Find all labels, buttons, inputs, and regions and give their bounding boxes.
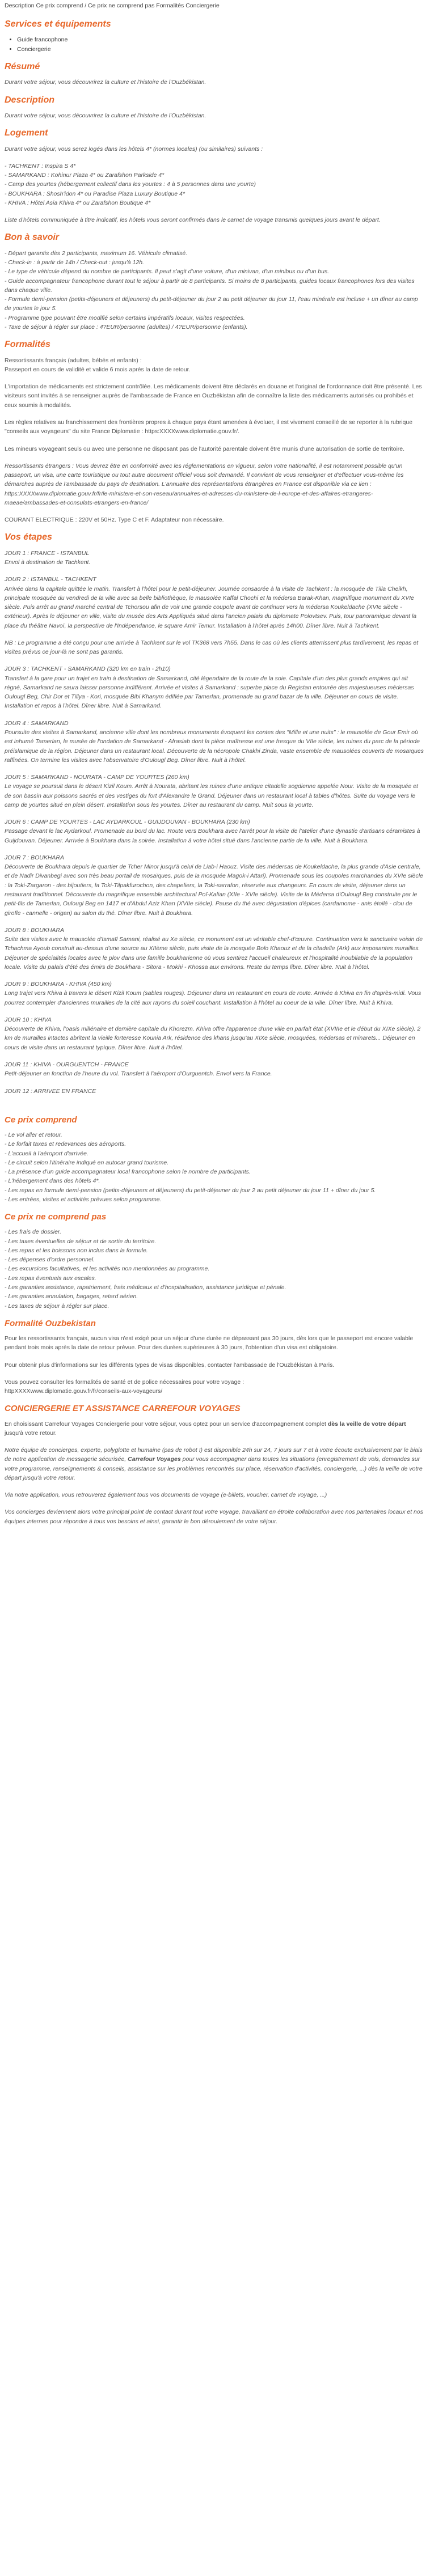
- logement-line: - TACHKENT : Inspira S 4*: [5, 162, 76, 170]
- day-title: JOUR 10 : KHIVA: [5, 1016, 52, 1023]
- bon-line: - Formule demi-pension (petits-déjeuners et déjeuners) du petit-déjeuner du jour 2 au petit déjeuner du jour 11, l'eau minérale est incluse + un dîner au camp de yourtes le jour 5.: [5, 296, 420, 312]
- day-entry: [5, 1060, 425, 1079]
- day-text: Suite des visites avec le mausolée d'Ismaïl Samani, réalisé au Xe siècle, ce monument est un véritable chef-d'œuvre. Continuation vers le sanctuaire voisin de Tchachma Ayoub construit au-dessus d'une source au XIIème siècle, puis visite de la mosquée Bolo Khaouz et de la citadelle (Ark) aux imposantes murailles. Déjeuner de spécialités locales avec le plov dans une famille boukharienne où vous sentirez l'accueil chaleureux et l'hospitalité inoubliable de la population locale. Visite du palais d'été des émirs de Boukhara - Sitora - Mokhi - Khossa aux environs. Reste du temps libre. Dîner libre. Nuit à l'hôtel.: [5, 936, 423, 971]
- bon-section: [5, 232, 425, 332]
- logement-line: - BOUKHARA : Shosh'idon 4* ou Paradise Plaza Luxury Boutique 4*: [5, 190, 185, 197]
- day-entry: [5, 719, 425, 765]
- day-text: Le voyage se poursuit dans le désert Kizil Koum. Arrêt à Nourata, abritant les ruines d'une antique citadelle sogdienne appelée Nour. Visite de la mosquée et de son bassin aux poissons sacrés et des vestiges du fort d'Alexandre le Grand. Déjeuner dans un restaurant local à tables d'hôtes. Suite du voyage vers le camp de yourtes situé en plein désert. Installation sous les yourtes. Dîner au restaurant du camp. Nuit sous la yourte.: [5, 783, 418, 808]
- comprend-item: - Les entrées, visites et activités prévues selon programme.: [5, 1196, 162, 1203]
- day-title: JOUR 1 : FRANCE - ISTANBUL: [5, 549, 90, 557]
- day-title: JOUR 12 : ARRIVEE EN FRANCE: [5, 1087, 96, 1095]
- day-text: Long trajet vers Khiva à travers le désert Kizil Koum (sables rouges). Déjeuner dans un restaurant en cours de route. Arrivée à Khiva en fin d'après-midi. Vous pourrez contempler d'anciennes murailles de la cité aux rayons du soleil couchant. Installation à l'hôtel au coeur de la ville. Dîner libre. Nuit à Khiva.: [5, 990, 421, 1006]
- day-text: Petit-déjeuner en fonction de l'heure du vol. Transfert à l'aéroport d'Ourguentch. Envol vers la France.: [5, 1070, 272, 1078]
- logement-line: - Camp des yourtes (hébergement collectif dans les yourtes : 4 à 5 personnes dans une yourte): [5, 181, 256, 188]
- formalite-ouz-p2: Pour obtenir plus d'informations sur les différents types de visas disponibles, contacter l'ambassade de l'Ouzbékistan à Paris.: [5, 1361, 335, 1368]
- comprend-item: - L'accueil à l'aéroport d'arrivée.: [5, 1150, 88, 1157]
- ne-comprend-title: Ce prix ne comprend pas: [5, 1212, 107, 1222]
- conciergerie-p2-bold: Carrefour Voyages: [128, 1456, 181, 1463]
- conciergerie-p3: Via notre application, vous retrouverez également tous vos documents de voyage (e-billets, voucher, carnet de voyage, ...): [5, 1492, 327, 1499]
- description-section: [5, 95, 425, 121]
- comprend-item: - Le vol aller et retour.: [5, 1132, 62, 1139]
- formalites-p4: Les mineurs voyageant seuls ou avec une personne ne disposant pas de l'autorité parentale doivent être munis d'une autorisation de sortie de territoire.: [5, 445, 405, 452]
- formalites-p3: Les règles relatives au franchissement des frontières propres à chaque pays étant amenées à évoluer, il est vivement conseillé de se reporter à la rubrique "conseils aux voyageurs" du site France Diplomatie : https:XXXXwww.diplomatie.gouv.fr/.: [5, 418, 413, 435]
- day-text: Envol à destination de Tachkent.: [5, 559, 91, 566]
- service-item: • Conciergerie: [17, 45, 425, 54]
- ne-comprend-item: - Les dépenses d'ordre personnel.: [5, 1256, 95, 1264]
- day-text: Arrivée dans la capitale quittée le matin. Transfert à l'hôtel pour le petit-déjeuner. Journée consacrée à la visite de Tachkent : la mosquée de Tilla Cheikh, principale mosquée du vendredi de la ville avec sa belle bibliothèque, le mausolée Kaffal Chochi et la médersa Barak-Khan, magnifique monument du XVIe siècle. Puis arrêt au grand marché central de Tchorsou afin de voir une grande coupole avant de continuer vers la médersa Koukeldache (XVIe siècle - extérieur). Après le déjeuner en ville, visite du musée des Arts Appliqués situé dans l'ancien palais du diplomate Polovtsev. Puis, tour panoramique devant la place du théâtre Navoï, la perspective de l'Indépendance, le square Amir Temur. Installation à l'hôtel après 14h00. Dîner libre. Nuit à Tachkent.: [5, 585, 417, 629]
- formalite-ouz-title: Formalité Ouzbekistan: [5, 1318, 96, 1328]
- day-entry: [5, 773, 425, 810]
- day-entry: [5, 575, 425, 630]
- comprend-list: [5, 1130, 425, 1204]
- logement-line: - SAMARKAND : Kohinur Plaza 4* ou Zarafshon Parkside 4*: [5, 172, 165, 179]
- bon-line: - Guide accompagnateur francophone durant tout le séjour à partir de 8 participants. Si moins de 8 participants, guides locaux francophones lors des visites dans chaque ville.: [5, 277, 416, 294]
- day-entry: [5, 549, 425, 567]
- day-entry: [5, 638, 425, 657]
- conciergerie-p1-c: jusqu'à votre retour.: [5, 1429, 57, 1437]
- bon-line: - Départ garantis dès 2 participants, maximum 16. Véhicule climatisé.: [5, 249, 188, 257]
- ne-comprend-item: - Les garanties annulation, bagages, retard aérien.: [5, 1293, 138, 1300]
- bon-line: - Taxe de séjour à régler sur place : 4?EUR/personne (adultes) / 4?EUR/personne (enfants).: [5, 324, 248, 331]
- formalites-p5: Ressortissants étrangers : Vous devrez être en conformité avec les réglementations en vigueur, selon votre nationalité, il est notamment possible qu'un passeport, un visa, une carte touristique ou tout autre document officiel vous soit demandé. Il convient de vous renseigner et d'effectuer vous-même les démarches auprès de l'ambassade du pays de destination. L'annuaire des représentations étrangères en France est disponible via ce lien : https:XXXXwww.diplomatie.gouv.fr/fr/le-ministere-et-son-reseau/annuaires-et-adresses-du-ministere-de-l-europe-et-des-affaires-etrangeres-maeae/ambassades-et-consulats-etrangers-en-france/: [5, 462, 404, 506]
- logement-list: [5, 162, 425, 207]
- bon-line: - Check-in : à partir de 14h / Check-out : jusqu'à 12h.: [5, 259, 144, 266]
- day-entry: [5, 1087, 425, 1096]
- ne-comprend-item: - Les taxes de séjour à régler sur place.: [5, 1302, 109, 1310]
- description-text: Durant votre séjour, vous découvrirez la culture et l'histoire de l'Ouzbékistan.: [5, 112, 206, 119]
- day-entry: [5, 980, 425, 1007]
- formalites-p6: COURANT ELECTRIQUE : 220V et 50Hz. Type C et F. Adaptateur non nécessaire.: [5, 516, 224, 524]
- conciergerie-p1-a: En choisissant Carrefour Voyages Conciergerie pour votre séjour, vous optez pour un service d'accompagnement complet: [5, 1420, 328, 1427]
- comprend-section: [5, 1115, 425, 1204]
- day-title: JOUR 8 : BOUKHARA: [5, 926, 65, 934]
- day-title: JOUR 4 : SAMARKAND: [5, 719, 69, 727]
- formalite-ouz-section: [5, 1319, 425, 1396]
- logement-line: - KHIVA : Hôtel Asia Khiva 4* ou Zarafshon Boutique 4*: [5, 199, 151, 206]
- ne-comprend-item: - Les excursions facultatives, et les activités non mentionnées au programme.: [5, 1265, 210, 1273]
- day-entry: [5, 853, 425, 918]
- day-title: JOUR 7 : BOUKHARA: [5, 854, 65, 861]
- conciergerie-p2-a: Notre équipe de concierges, experte, polyglotte et humaine (pas de robot !) est disponible 24h sur 24, 7 jours sur 7 et à votre écoute exclusivement par le biais de notre application de messagerie sécurisée,: [5, 1447, 423, 1463]
- day-entry: [5, 664, 425, 710]
- day-entry: [5, 817, 425, 845]
- formalite-ouz-p3: Vous pouvez consulter les formalités de santé et de police nécessaires pour votre voyage : httpXXXXwww.diplomatie.gouv.fr/fr/conseils-aux-voyageurs/: [5, 1378, 244, 1395]
- bon-list: [5, 249, 425, 332]
- conciergerie-p2-c: pour vous accompagner dans toutes les situations (enregistrement de vols, demandes sur votre programme, renseignements & conseils, assistance sur les problèmes rencontrés sur place, réservation d'activités, conciergerie, ...) dès la veille de votre départ jusqu'à votre retour.: [5, 1456, 423, 1481]
- breadcrumb: Description Ce prix comprend / Ce prix ne comprend pas Formalités Conciergerie: [5, 2, 220, 9]
- day-title: JOUR 9 : BOUKHARA - KHIVA (450 km): [5, 981, 112, 988]
- bon-line: - Programme type pouvant être modifié selon certains impératifs locaux, visites respectées.: [5, 314, 245, 321]
- formalite-ouz-p1: Pour les ressortissants français, aucun visa n'est exigé pour un séjour d'une durée ne dépassant pas 30 jours, dès lors que le passeport est encore valable pendant trois mois après la date de retour prévue. Pour des durées supérieures à 30 jours, l'obtention d'un visa est obligatoire.: [5, 1335, 414, 1351]
- day-text: Découverte de Khiva, l'oasis millénaire et dernière capitale du Khorezm. Khiva offre l'apparence d'une ville en parfait état (XVIIIe et le début du XIXe siècle). 2 km de murailles intactes abritent la vieille forteresse Kounia Ark, résidence des khans jusqu'au XIXe siècle, mosquées, médersas et minarets... Déjeuner en cours de visite dans un restaurant typique. Dîner libre. Nuit à l'hôtel.: [5, 1026, 421, 1051]
- conciergerie-p1-bold: dès la veille de votre départ: [327, 1420, 406, 1427]
- bon-title: Bon à savoir: [5, 232, 60, 243]
- day-title: JOUR 2 : ISTANBUL - TACHKENT: [5, 576, 96, 583]
- day-text: Transfert à la gare pour un trajet en train à destination de Samarkand, cité légendaire de la route de la soie. Capitale d'un des plus grands empires qui ait régné, Samarkand ne saura laisser personne indifférent. Arrivée et visites à Samarkand : superbe place du Registan entourée des majestueuses médersas Oulougl Beg, Chir Dor et Tillya - Kori, mosquée Bibi Khanym édifiée par Tamerlan, promenade au grand bazar de la ville. Déjeuner en cours de visite. Installation et repos à l'hôtel. Dîner libre. Nuit à Samarkand.: [5, 675, 414, 710]
- day-title: JOUR 11 : KHIVA - OURGUENTCH - FRANCE: [5, 1061, 129, 1068]
- day-entry: [5, 1015, 425, 1052]
- comprend-item: - Les repas en formule demi-pension (petits-déjeuners et déjeuners) du petit-déjeuner du jour 2 au petit déjeuner du jour 11 + dîner du jour 5.: [5, 1187, 376, 1194]
- conciergerie-p4: Vos concierges deviennent alors votre principal point de contact durant tout votre voyage, travaillant en étroite collaboration avec nos partenaires locaux et nos équipes internes pour répondre à tous vos besoins et ainsi, garantir le bon déroulement de votre séjour.: [5, 1509, 423, 1525]
- comprend-item: - La présence d'un guide accompagnateur local francophone selon le nombre de participants.: [5, 1168, 251, 1176]
- day-text: Passage devant le lac Aydarkoul. Promenade au bord du lac. Route vers Boukhara avec l'arrêt pour la visite de l'atelier d'une dynastie d'artisans céramistes à Guijdouvan. Déjeuner. Arrivée à Boukhara dans la soirée. Installation à votre hôtel situé dans l'ancienne partie de la ville. Nuit à Boukhara.: [5, 828, 420, 844]
- resume-section: [5, 62, 425, 87]
- logement-title: Logement: [5, 128, 48, 138]
- resume-title: Résumé: [5, 61, 40, 71]
- formalites-section: [5, 340, 425, 524]
- ne-comprend-item: - Les frais de dossier.: [5, 1228, 61, 1236]
- formalites-p1: Ressortissants français (adultes, bébés et enfants) : Passeport en cours de validité et valide 6 mois après la date de retour.: [5, 357, 191, 373]
- services-title: Services et équipements: [5, 19, 111, 29]
- service-item: • Guide francophone: [17, 35, 425, 44]
- ne-comprend-section: [5, 1212, 425, 1311]
- comprend-title: Ce prix comprend: [5, 1115, 77, 1125]
- etapes-section: [5, 532, 425, 1095]
- comprend-item: - L'hébergement dans des hôtels 4*.: [5, 1177, 100, 1185]
- ne-comprend-item: - Les garanties assistance, rapatriement, frais médicaux et d'hospitalisation, assistance juridique et pénale.: [5, 1284, 286, 1291]
- logement-intro: Durant votre séjour, vous serez logés dans les hôtels 4* (normes locales) (ou similaires) suivants :: [5, 145, 263, 152]
- day-text: Découverte de Boukhara depuis le quartier de Tcher Minor jusqu'à celui de Liab-i Haouz. Visite des médersas de Koukeldache, la plus grande d'Asie centrale, et de Nadir Divanbegi avec son très beau portail de mosaïques, puis de la mosquée Magok-i Attari). Promenade sous les coupoles marchandes du XVIe siècle : la Toki-Zargaron - des bijoutiers, la Toki-Tilpakfurochon, des chapeliers, la Toki-sarrafon, réservée aux changeurs. En cours de visite, déjeuner dans un restaurant traditionnel. Découverte du magnifique ensemble architectural Poï-Kalian (XIIe - XVIe siècle). Visite de la Médersa d'Oulougl Beg construite par le petit-fils de Tamerlan, Oulougl Beg en 1417 et d'Abdul Aziz Khan (XVIIe siècle). Pause du thé avec dégustation d'épices (cardamome - anis étoilé - clou de girofle - cannelle - origan) au salon du thé. Dîner libre. Nuit à Boukhara.: [5, 863, 423, 917]
- resume-text: Durant votre séjour, vous découvrirez la culture et l'histoire de l'Ouzbékistan.: [5, 79, 206, 86]
- day-entry: [5, 926, 425, 972]
- conciergerie-p1: [5, 1420, 425, 1438]
- formalites-title: Formalités: [5, 340, 50, 350]
- services-section: [5, 19, 425, 54]
- day-title: JOUR 3 : TACHKENT - SAMARKAND (320 km en train - 2h10): [5, 666, 171, 673]
- day-title: JOUR 6 : CAMP DE YOURTES - LAC AYDARKOUL - GUIJDOUVAN - BOUKHARA (230 km): [5, 819, 250, 826]
- logement-note: Liste d'hôtels communiquée à titre indicatif, les hôtels vous seront confirmés dans le carnet de voyage transmis quelques jours avant le départ.: [5, 217, 381, 224]
- days-list: [5, 549, 425, 1096]
- ne-comprend-item: - Les taxes éventuelles de séjour et de sortie du territoire.: [5, 1238, 157, 1245]
- description-title: Description: [5, 95, 55, 105]
- bon-line: - Le type de véhicule dépend du nombre de participants. Il peut s'agit d'une voiture, d'un minivan, d'un minibus ou d'un bus.: [5, 268, 330, 276]
- day-title: JOUR 5 : SAMARKAND - NOURATA - CAMP DE YOURTES (260 km): [5, 774, 189, 781]
- conciergerie-title: CONCIERGERIE ET ASSISTANCE CARREFOUR VOYAGES: [5, 1404, 241, 1414]
- day-text: NB : Le programme a été conçu pour une arrivée à Tachkent sur le vol TK368 vers 7h55. Dans le cas où les clients atterrissent plus tardivement, les repas et visites prévus ce jour-là ne sont pas garantis.: [5, 639, 419, 656]
- formalites-p2: L'importation de médicaments est strictement contrôlée. Les médicaments doivent être déclarés en douane et l'original de l'ordonnance doit être présenté. Les visiteurs sont invités à se renseigner auprès de l'ambassade de France en Ouzbékistan afin de connaître la liste des médicaments autorisés ou prohibés et ceux soumis à modalités.: [5, 383, 422, 409]
- comprend-item: - Le forfait taxes et redevances des aéroports.: [5, 1141, 127, 1148]
- ne-comprend-item: - Les repas et les boissons non inclus dans la formule.: [5, 1247, 148, 1254]
- conciergerie-section: [5, 1404, 425, 1526]
- logement-section: [5, 128, 425, 224]
- ne-comprend-item: - Les repas éventuels aux escales.: [5, 1274, 96, 1282]
- conciergerie-p2: [5, 1446, 425, 1482]
- ne-comprend-list: [5, 1227, 425, 1310]
- services-list: [5, 35, 425, 54]
- comprend-item: - Le circuit selon l'itinéraire indiqué en autocar grand tourisme.: [5, 1159, 169, 1166]
- day-text: Poursuite des visites à Samarkand, ancienne ville dont les nombreux monuments évoquent les contes des "Mille et une nuits" : le mausolée de Gour Emir où est inhumé Tamerlan, le musée de l'ondation de Samarkand - Afrasiab dont la pièce maîtresse est une fresque du VIIe siècle, les ruines du parc de la période préislamique de la région. Déjeuner dans un restaurant local. Découverte de la nécropole Chakhi Zinda, vaste ensemble de mausolées couverts de mosaïques raffinées. On termine les visites avec l'observatoire d'Oulougl Beg. Dîner libre. Nuit à l'hôtel.: [5, 729, 424, 764]
- etapes-title: Vos étapes: [5, 532, 52, 543]
